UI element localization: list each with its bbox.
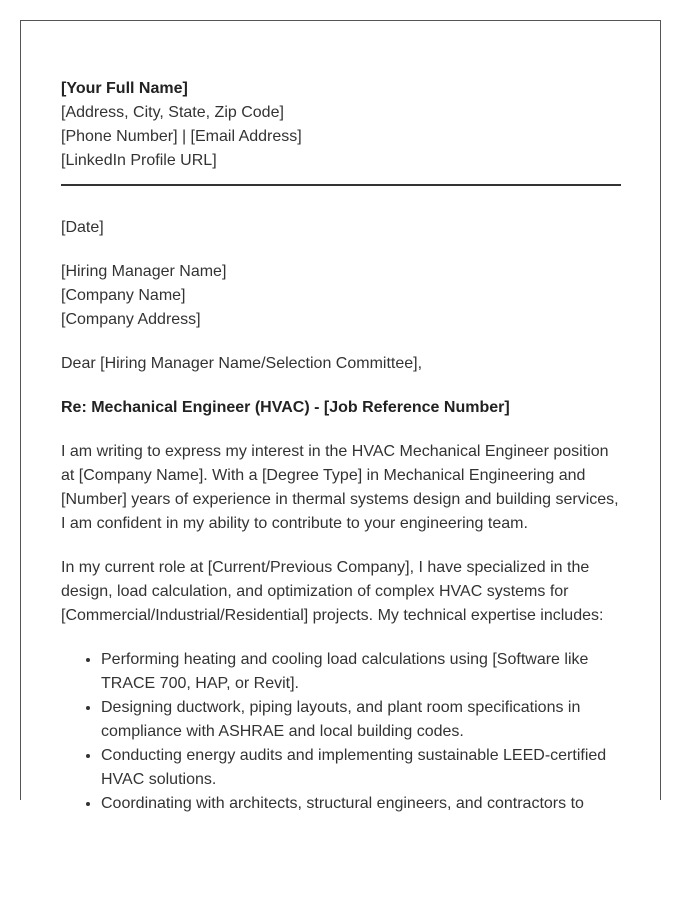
salutation: Dear [Hiring Manager Name/Selection Committee], — [61, 355, 423, 372]
expertise-list — [61, 648, 621, 816]
recipient-company: [Company Name] — [61, 287, 186, 304]
sender-linkedin: [LinkedIn Profile URL] — [61, 152, 217, 169]
letter-page — [20, 20, 661, 812]
salutation-block — [61, 352, 621, 376]
letter-content — [61, 77, 621, 816]
list-item: • Performing heating and cooling load calculations using [Software like TRACE 700, HAP, or Revit]. — [101, 648, 621, 696]
list-item: • Designing ductwork, piping layouts, and plant room specifications in compliance with ASHRAE and local building codes. — [101, 696, 621, 744]
header-divider — [61, 184, 621, 186]
recipient-address: [Company Address] — [61, 311, 201, 328]
recipient-block — [61, 260, 621, 332]
paragraph: I am writing to express my interest in the HVAC Mechanical Engineer position at [Company Name]. With a [Degree Type] in Mechanical Engineering and [Number] years of experience in thermal systems design and building services, I am confident in my ability to contribute to your engineering team. — [61, 443, 619, 532]
date-block — [61, 216, 621, 240]
sender-address: [Address, City, State, Zip Code] — [61, 104, 284, 121]
sender-name: [Your Full Name] — [61, 80, 188, 97]
recipient-manager: [Hiring Manager Name] — [61, 263, 227, 280]
list-item: • Conducting energy audits and implementing sustainable LEED-certified HVAC solutions. — [101, 744, 621, 792]
letter-date: [Date] — [61, 219, 104, 236]
paragraph: In my current role at [Current/Previous Company], I have specialized in the design, load calculation, and optimization of complex HVAC systems for [Commercial/Industrial/Residential] projects. My technical expertise includes: — [61, 559, 604, 624]
subject-line: Re: Mechanical Engineer (HVAC) - [Job Reference Number] — [61, 399, 510, 416]
sender-phone-email: [Phone Number] | [Email Address] — [61, 128, 302, 145]
list-item: • Coordinating with architects, structural engineers, and contractors to — [101, 792, 621, 816]
